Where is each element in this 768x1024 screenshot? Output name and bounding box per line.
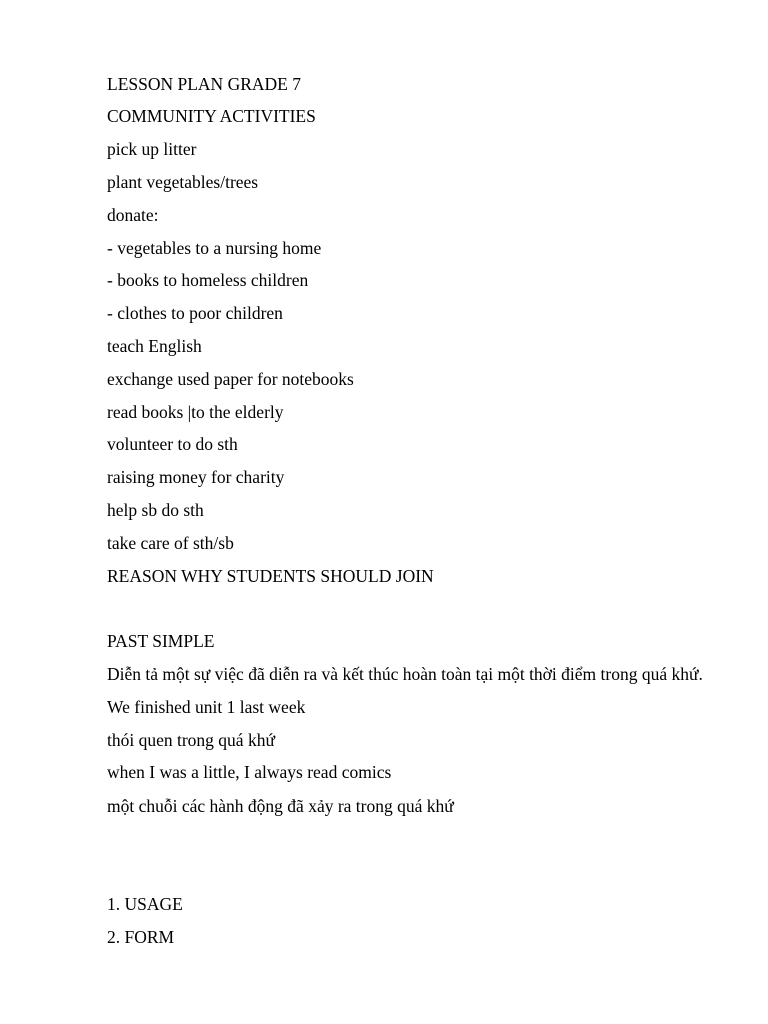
list-item: - vegetables to a nursing home <box>107 238 322 258</box>
text-line: We finished unit 1 last week <box>107 697 306 717</box>
numbered-heading-usage: 1. USAGE <box>107 894 183 914</box>
text-line: donate: <box>107 205 159 225</box>
text-line: volunteer to do sth <box>107 434 238 454</box>
section-heading-reason: REASON WHY STUDENTS SHOULD JOIN <box>107 566 434 586</box>
list-item: - books to homeless children <box>107 270 309 290</box>
text-line: when I was a little, I always read comics <box>107 762 392 782</box>
list-item: - clothes to poor children <box>107 303 283 323</box>
text-line: take care of sth/sb <box>107 533 234 553</box>
text-line: plant vegetables/trees <box>107 172 259 192</box>
text-line: read books |to the elderly <box>107 402 284 422</box>
text-line: help sb do sth <box>107 500 204 520</box>
section-heading-past-simple: PAST SIMPLE <box>107 631 215 651</box>
text-line: teach English <box>107 336 202 356</box>
section-heading-community-activities: COMMUNITY ACTIVITIES <box>107 106 316 126</box>
text-line: một chuỗi các hành động đã xảy ra trong quá khứ <box>107 796 454 816</box>
text-line: thói quen trong quá khứ <box>107 730 275 750</box>
lesson-plan-title: LESSON PLAN GRADE 7 <box>107 74 301 94</box>
text-line: Diễn tả một sự việc đã diễn ra và kết thúc hoàn toàn tại một thời điểm trong quá khứ. <box>107 664 703 684</box>
text-line: pick up litter <box>107 139 197 159</box>
text-line: exchange used paper for notebooks <box>107 369 354 389</box>
text-line: raising money for charity <box>107 467 285 487</box>
numbered-heading-form: 2. FORM <box>107 927 175 947</box>
